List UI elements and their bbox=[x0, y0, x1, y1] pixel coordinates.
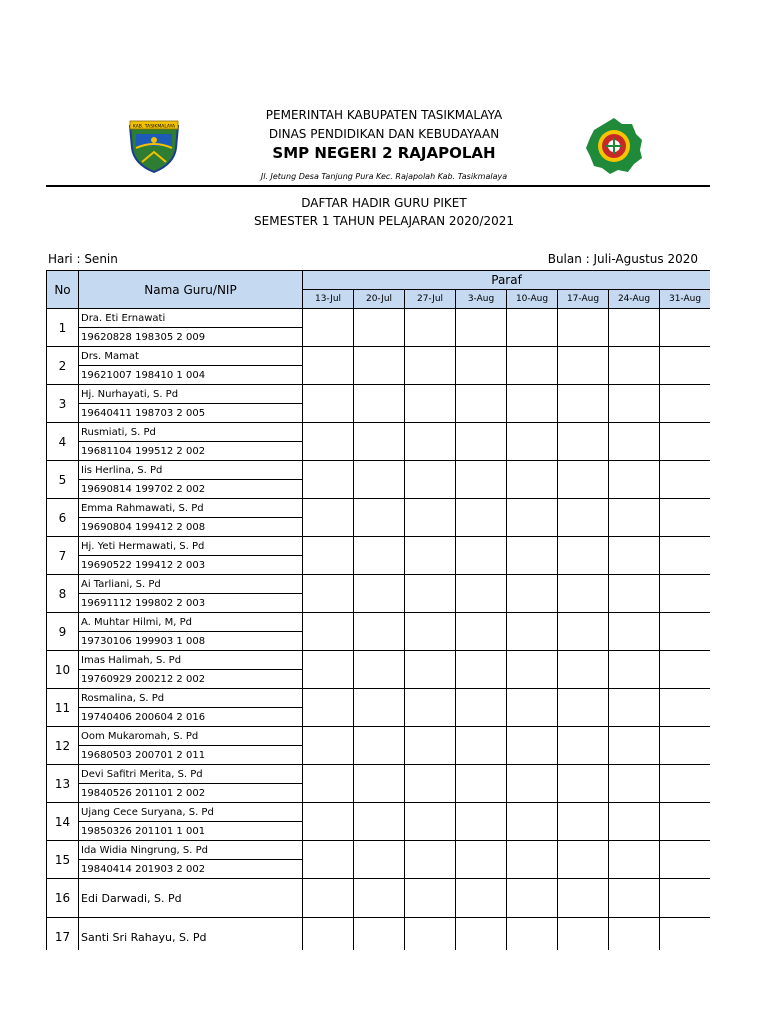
table-row bbox=[47, 423, 711, 442]
paraf-cell[interactable] bbox=[354, 309, 405, 347]
paraf-cell[interactable] bbox=[609, 651, 660, 689]
row-number: 15 bbox=[47, 841, 79, 879]
paraf-cell[interactable] bbox=[456, 575, 507, 613]
row-number: 2 bbox=[47, 347, 79, 385]
table-row bbox=[47, 918, 711, 951]
teacher-nip: 19680503 200701 2 011 bbox=[79, 746, 303, 765]
teacher-nip: 19760929 200212 2 002 bbox=[79, 670, 303, 689]
paraf-cell[interactable] bbox=[609, 803, 660, 841]
paraf-cell[interactable] bbox=[507, 499, 558, 537]
paraf-cell[interactable] bbox=[558, 879, 609, 918]
paraf-cell[interactable] bbox=[507, 727, 558, 765]
paraf-cell[interactable] bbox=[405, 803, 456, 841]
header-date: 10-Aug bbox=[507, 290, 558, 309]
teacher-name: Imas Halimah, S. Pd bbox=[79, 651, 303, 670]
paraf-cell[interactable] bbox=[303, 689, 354, 727]
paraf-cell[interactable] bbox=[507, 575, 558, 613]
paraf-cell[interactable] bbox=[456, 423, 507, 461]
paraf-cell[interactable] bbox=[507, 918, 558, 951]
paraf-cell[interactable] bbox=[660, 537, 711, 575]
paraf-cell[interactable] bbox=[456, 918, 507, 951]
school-emblem-icon bbox=[584, 116, 644, 176]
paraf-cell[interactable] bbox=[354, 499, 405, 537]
teacher-name: Emma Rahmawati, S. Pd bbox=[79, 499, 303, 518]
gov-header-line: PEMERINTAH KABUPATEN TASIKMALAYA bbox=[265, 108, 503, 122]
paraf-cell[interactable] bbox=[303, 499, 354, 537]
paraf-cell[interactable] bbox=[405, 423, 456, 461]
paraf-cell[interactable] bbox=[660, 879, 711, 918]
paraf-cell[interactable] bbox=[507, 423, 558, 461]
teacher-nip: 19740406 200604 2 016 bbox=[79, 708, 303, 727]
paraf-cell[interactable] bbox=[456, 347, 507, 385]
header-date: 27-Jul bbox=[405, 290, 456, 309]
paraf-cell[interactable] bbox=[660, 841, 711, 879]
teacher-name: Santi Sri Rahayu, S. Pd bbox=[79, 918, 303, 951]
teacher-name: Rusmiati, S. Pd bbox=[79, 423, 303, 442]
paraf-cell[interactable] bbox=[354, 461, 405, 499]
paraf-cell[interactable] bbox=[558, 689, 609, 727]
paraf-cell[interactable] bbox=[660, 461, 711, 499]
paraf-cell[interactable] bbox=[303, 385, 354, 423]
paraf-cell[interactable] bbox=[609, 765, 660, 803]
paraf-cell[interactable] bbox=[660, 727, 711, 765]
paraf-cell[interactable] bbox=[558, 575, 609, 613]
table-row bbox=[47, 879, 711, 918]
teacher-nip: 19840414 201903 2 002 bbox=[79, 860, 303, 879]
paraf-cell[interactable] bbox=[660, 309, 711, 347]
paraf-cell[interactable] bbox=[456, 537, 507, 575]
paraf-cell[interactable] bbox=[405, 385, 456, 423]
row-number: 9 bbox=[47, 613, 79, 651]
paraf-cell[interactable] bbox=[558, 765, 609, 803]
paraf-cell[interactable] bbox=[558, 651, 609, 689]
teacher-nip: 19850326 201101 1 001 bbox=[79, 822, 303, 841]
teacher-name: Ujang Cece Suryana, S. Pd bbox=[79, 803, 303, 822]
header-name: Nama Guru/NIP bbox=[79, 271, 303, 309]
paraf-cell[interactable] bbox=[507, 461, 558, 499]
paraf-cell[interactable] bbox=[303, 727, 354, 765]
paraf-cell[interactable] bbox=[660, 347, 711, 385]
paraf-cell[interactable] bbox=[609, 918, 660, 951]
row-number: 10 bbox=[47, 651, 79, 689]
paraf-cell[interactable] bbox=[456, 689, 507, 727]
paraf-cell[interactable] bbox=[507, 613, 558, 651]
header-paraf: Paraf bbox=[303, 271, 711, 290]
row-number: 3 bbox=[47, 385, 79, 423]
paraf-cell[interactable] bbox=[456, 727, 507, 765]
paraf-cell[interactable] bbox=[609, 499, 660, 537]
row-number: 4 bbox=[47, 423, 79, 461]
row-number: 13 bbox=[47, 765, 79, 803]
paraf-cell[interactable] bbox=[354, 385, 405, 423]
row-number: 5 bbox=[47, 461, 79, 499]
paraf-cell[interactable] bbox=[405, 309, 456, 347]
paraf-cell[interactable] bbox=[456, 385, 507, 423]
paraf-cell[interactable] bbox=[507, 385, 558, 423]
paraf-cell[interactable] bbox=[303, 423, 354, 461]
paraf-cell[interactable] bbox=[558, 309, 609, 347]
paraf-cell[interactable] bbox=[609, 461, 660, 499]
teacher-nip: 19690522 199412 2 003 bbox=[79, 556, 303, 575]
paraf-cell[interactable] bbox=[456, 651, 507, 689]
header-divider bbox=[46, 185, 710, 187]
teacher-name: Rosmalina, S. Pd bbox=[79, 689, 303, 708]
paraf-cell[interactable] bbox=[303, 918, 354, 951]
paraf-cell[interactable] bbox=[558, 461, 609, 499]
paraf-cell[interactable] bbox=[558, 347, 609, 385]
teacher-nip: 19840526 201101 2 002 bbox=[79, 784, 303, 803]
paraf-cell[interactable] bbox=[558, 613, 609, 651]
paraf-cell[interactable] bbox=[558, 537, 609, 575]
paraf-cell[interactable] bbox=[558, 803, 609, 841]
paraf-cell[interactable] bbox=[303, 613, 354, 651]
table-row bbox=[47, 499, 711, 518]
row-number: 17 bbox=[47, 918, 79, 951]
paraf-cell[interactable] bbox=[609, 689, 660, 727]
paraf-cell[interactable] bbox=[660, 689, 711, 727]
teacher-nip: 19691112 199802 2 003 bbox=[79, 594, 303, 613]
table-row bbox=[47, 613, 711, 632]
month-label: Bulan : Juli-Agustus 2020 bbox=[547, 252, 698, 266]
paraf-cell[interactable] bbox=[303, 461, 354, 499]
paraf-cell[interactable] bbox=[456, 309, 507, 347]
teacher-name: Ida Widia Ningrung, S. Pd bbox=[79, 841, 303, 860]
teacher-name: Dra. Eti Ernawati bbox=[79, 309, 303, 328]
paraf-cell[interactable] bbox=[609, 841, 660, 879]
paraf-cell[interactable] bbox=[405, 841, 456, 879]
paraf-cell[interactable] bbox=[405, 765, 456, 803]
paraf-cell[interactable] bbox=[558, 499, 609, 537]
paraf-cell[interactable] bbox=[354, 651, 405, 689]
paraf-cell[interactable] bbox=[507, 309, 558, 347]
teacher-nip: 19730106 199903 1 008 bbox=[79, 632, 303, 651]
row-number: 6 bbox=[47, 499, 79, 537]
paraf-cell[interactable] bbox=[507, 347, 558, 385]
paraf-cell[interactable] bbox=[609, 423, 660, 461]
header-date: 24-Aug bbox=[609, 290, 660, 309]
row-number: 12 bbox=[47, 727, 79, 765]
paraf-cell[interactable] bbox=[609, 537, 660, 575]
table-row bbox=[47, 651, 711, 670]
form-title: DAFTAR HADIR GURU PIKET bbox=[301, 196, 467, 210]
paraf-cell[interactable] bbox=[456, 841, 507, 879]
paraf-cell[interactable] bbox=[456, 803, 507, 841]
header-date: 3-Aug bbox=[456, 290, 507, 309]
paraf-cell[interactable] bbox=[609, 613, 660, 651]
teacher-name: Oom Mukaromah, S. Pd bbox=[79, 727, 303, 746]
paraf-cell[interactable] bbox=[660, 765, 711, 803]
paraf-cell[interactable] bbox=[456, 613, 507, 651]
table-row bbox=[47, 309, 711, 328]
paraf-cell[interactable] bbox=[507, 879, 558, 918]
paraf-cell[interactable] bbox=[609, 575, 660, 613]
paraf-cell[interactable] bbox=[354, 423, 405, 461]
paraf-cell[interactable] bbox=[456, 461, 507, 499]
paraf-cell[interactable] bbox=[507, 765, 558, 803]
paraf-cell[interactable] bbox=[507, 841, 558, 879]
table-row bbox=[47, 803, 711, 822]
paraf-cell[interactable] bbox=[558, 727, 609, 765]
paraf-cell[interactable] bbox=[354, 613, 405, 651]
paraf-cell[interactable] bbox=[660, 499, 711, 537]
paraf-cell[interactable] bbox=[558, 841, 609, 879]
paraf-cell[interactable] bbox=[303, 803, 354, 841]
paraf-cell[interactable] bbox=[354, 879, 405, 918]
teacher-name: Hj. Nurhayati, S. Pd bbox=[79, 385, 303, 404]
paraf-cell[interactable] bbox=[303, 651, 354, 689]
header-date: 17-Aug bbox=[558, 290, 609, 309]
table-row bbox=[47, 575, 711, 594]
paraf-cell[interactable] bbox=[405, 499, 456, 537]
paraf-cell[interactable] bbox=[303, 347, 354, 385]
header-no: No bbox=[47, 271, 79, 309]
teacher-name: Hj. Yeti Hermawati, S. Pd bbox=[79, 537, 303, 556]
paraf-cell[interactable] bbox=[303, 879, 354, 918]
teacher-nip: 19621007 198410 1 004 bbox=[79, 366, 303, 385]
teacher-nip: 19690814 199702 2 002 bbox=[79, 480, 303, 499]
paraf-cell[interactable] bbox=[507, 689, 558, 727]
teacher-name: Iis Herlina, S. Pd bbox=[79, 461, 303, 480]
paraf-cell[interactable] bbox=[405, 689, 456, 727]
paraf-cell[interactable] bbox=[354, 537, 405, 575]
teacher-name: Ai Tarliani, S. Pd bbox=[79, 575, 303, 594]
paraf-cell[interactable] bbox=[354, 689, 405, 727]
paraf-cell[interactable] bbox=[354, 765, 405, 803]
paraf-cell[interactable] bbox=[558, 385, 609, 423]
row-number: 14 bbox=[47, 803, 79, 841]
paraf-cell[interactable] bbox=[354, 918, 405, 951]
teacher-name: Drs. Mamat bbox=[79, 347, 303, 366]
table-row bbox=[47, 727, 711, 746]
row-number: 1 bbox=[47, 309, 79, 347]
paraf-cell[interactable] bbox=[507, 651, 558, 689]
emblem-text: KAB. TASIKMALAYA bbox=[132, 124, 176, 130]
row-number: 16 bbox=[47, 879, 79, 918]
table-row bbox=[47, 841, 711, 860]
paraf-cell[interactable] bbox=[303, 309, 354, 347]
paraf-cell[interactable] bbox=[405, 879, 456, 918]
paraf-cell[interactable] bbox=[303, 765, 354, 803]
kabupaten-emblem-icon bbox=[124, 118, 184, 174]
teacher-nip: 19640411 198703 2 005 bbox=[79, 404, 303, 423]
teacher-name: Edi Darwadi, S. Pd bbox=[79, 879, 303, 918]
paraf-cell[interactable] bbox=[507, 537, 558, 575]
teacher-name: A. Muhtar Hilmi, M, Pd bbox=[79, 613, 303, 632]
paraf-cell[interactable] bbox=[609, 727, 660, 765]
table-row bbox=[47, 385, 711, 404]
row-number: 8 bbox=[47, 575, 79, 613]
table-row bbox=[47, 689, 711, 708]
paraf-cell[interactable] bbox=[405, 613, 456, 651]
paraf-cell[interactable] bbox=[303, 537, 354, 575]
paraf-cell[interactable] bbox=[558, 423, 609, 461]
paraf-cell[interactable] bbox=[558, 918, 609, 951]
paraf-cell[interactable] bbox=[405, 918, 456, 951]
paraf-cell[interactable] bbox=[609, 385, 660, 423]
paraf-cell[interactable] bbox=[405, 727, 456, 765]
header-date: 13-Jul bbox=[303, 290, 354, 309]
day-label: Hari : Senin bbox=[48, 252, 118, 266]
paraf-cell[interactable] bbox=[354, 803, 405, 841]
paraf-cell[interactable] bbox=[609, 347, 660, 385]
header-date: 31-Aug bbox=[660, 290, 711, 309]
paraf-cell[interactable] bbox=[456, 879, 507, 918]
paraf-cell[interactable] bbox=[609, 309, 660, 347]
table-row bbox=[47, 461, 711, 480]
row-number: 11 bbox=[47, 689, 79, 727]
teacher-nip: 19681104 199512 2 002 bbox=[79, 442, 303, 461]
row-number: 7 bbox=[47, 537, 79, 575]
paraf-cell[interactable] bbox=[456, 499, 507, 537]
teacher-name: Devi Safitri Merita, S. Pd bbox=[79, 765, 303, 784]
paraf-cell[interactable] bbox=[609, 879, 660, 918]
paraf-cell[interactable] bbox=[405, 575, 456, 613]
attendance-table bbox=[46, 270, 710, 950]
school-address: Jl. Jetung Desa Tanjung Pura Kec. Rajapolah Kab. Tasikmalaya bbox=[260, 172, 508, 181]
table-row bbox=[47, 537, 711, 556]
header-date: 20-Jul bbox=[354, 290, 405, 309]
paraf-cell[interactable] bbox=[405, 537, 456, 575]
paraf-cell[interactable] bbox=[660, 575, 711, 613]
paraf-cell[interactable] bbox=[354, 727, 405, 765]
table-row bbox=[47, 347, 711, 366]
table-row bbox=[47, 765, 711, 784]
paraf-cell[interactable] bbox=[660, 423, 711, 461]
paraf-cell[interactable] bbox=[456, 765, 507, 803]
teacher-nip: 19690804 199412 2 008 bbox=[79, 518, 303, 537]
paraf-cell[interactable] bbox=[354, 841, 405, 879]
paraf-cell[interactable] bbox=[354, 575, 405, 613]
paraf-cell[interactable] bbox=[660, 651, 711, 689]
paraf-cell[interactable] bbox=[660, 385, 711, 423]
paraf-cell[interactable] bbox=[405, 347, 456, 385]
paraf-cell[interactable] bbox=[405, 461, 456, 499]
paraf-cell[interactable] bbox=[660, 613, 711, 651]
paraf-cell[interactable] bbox=[354, 347, 405, 385]
paraf-cell[interactable] bbox=[303, 841, 354, 879]
paraf-cell[interactable] bbox=[660, 918, 711, 951]
teacher-nip: 19620828 198305 2 009 bbox=[79, 328, 303, 347]
paraf-cell[interactable] bbox=[303, 575, 354, 613]
school-name: SMP NEGERI 2 RAJAPOLAH bbox=[272, 144, 496, 162]
dept-header-line: DINAS PENDIDIKAN DAN KEBUDAYAAN bbox=[268, 127, 500, 141]
paraf-cell[interactable] bbox=[405, 651, 456, 689]
paraf-cell[interactable] bbox=[507, 803, 558, 841]
form-subtitle: SEMESTER 1 TAHUN PELAJARAN 2020/2021 bbox=[254, 214, 514, 228]
paraf-cell[interactable] bbox=[660, 803, 711, 841]
attendance-table-wrapper bbox=[46, 270, 710, 950]
